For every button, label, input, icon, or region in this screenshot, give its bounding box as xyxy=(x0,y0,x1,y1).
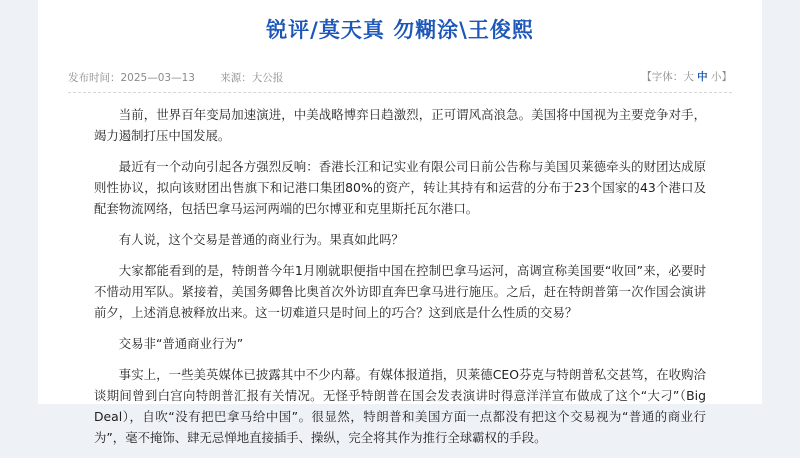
font-size-small-option[interactable]: 小 xyxy=(711,71,722,83)
paragraph: 有人说，这个交易是普通的商业行为。果真如此吗？ xyxy=(118,232,404,247)
article-card xyxy=(38,0,762,445)
font-size-suffix: 】 xyxy=(721,71,732,83)
paragraph: 最近有一个动向引起各方强烈反响：香港长江和记实业有限公司日前公告称与美国贝莱德牵头的财团达成原则性协议，拟向该财团出售旗下和记港口集团80%的资产，转让其持有和运营的分布于23个国家的43个港口及配套物流网络，包括巴拿马运河两端的巴尔博亚和克里斯托瓦尔港口。 xyxy=(94,159,706,216)
article-title: 锐评/莫天真 勿糊涂\王俊熙 xyxy=(266,18,534,42)
font-size-switcher xyxy=(641,69,732,84)
paragraph: 事实上，一些美英媒体已披露其中不少内幕。有媒体报道指，贝莱德CEO芬克与特朗普私交甚笃，在收购洽谈期间曾到白宫向特朗普汇报有关情况。无怪乎特朗普在国会发表演讲时得意洋洋宣布做成了这个“大刁”（Big Deal），自吹“没有把巴拿马给中国”。很显然，特朗普和美国方面一点都没有把这个交易视为“普通的商业行为”，毫不掩饰、肆无忌惮地直接插手、操纵，完全将其作为推行全球霸权的手段。 xyxy=(94,367,706,445)
meta-divider xyxy=(68,92,732,93)
font-size-large-option[interactable]: 大 xyxy=(683,71,694,83)
font-size-prefix: 【字体： xyxy=(641,71,684,83)
paragraph: 大家都能看到的是，特朗普今年1月刚就职便指中国在控制巴拿马运河，高调宣称美国要“收回”来，必要时不惜动用军队。紧接着，美国务卿鲁比奥首次外访即直奔巴拿马进行施压。之后，赶在特朗普第一次作国会演讲前夕，上述消息被释放出来。这一切难道只是时间上的巧合？这到底是什么性质的交易？ xyxy=(94,263,706,320)
paragraph: 当前，世界百年变局加速演进，中美战略博弈日趋激烈，正可谓风高浪急。美国将中国视为主要竞争对手，竭力遏制打压中国发展。 xyxy=(94,107,706,143)
article-meta xyxy=(68,70,305,85)
article-source: 来源：大公报 xyxy=(220,72,284,84)
section-subheading: 交易非“普通商业行为” xyxy=(118,336,244,351)
article-body xyxy=(94,104,706,458)
font-size-medium-option[interactable]: 中 xyxy=(697,71,708,83)
publish-time: 发布时间：2025—03—13 xyxy=(68,72,195,84)
